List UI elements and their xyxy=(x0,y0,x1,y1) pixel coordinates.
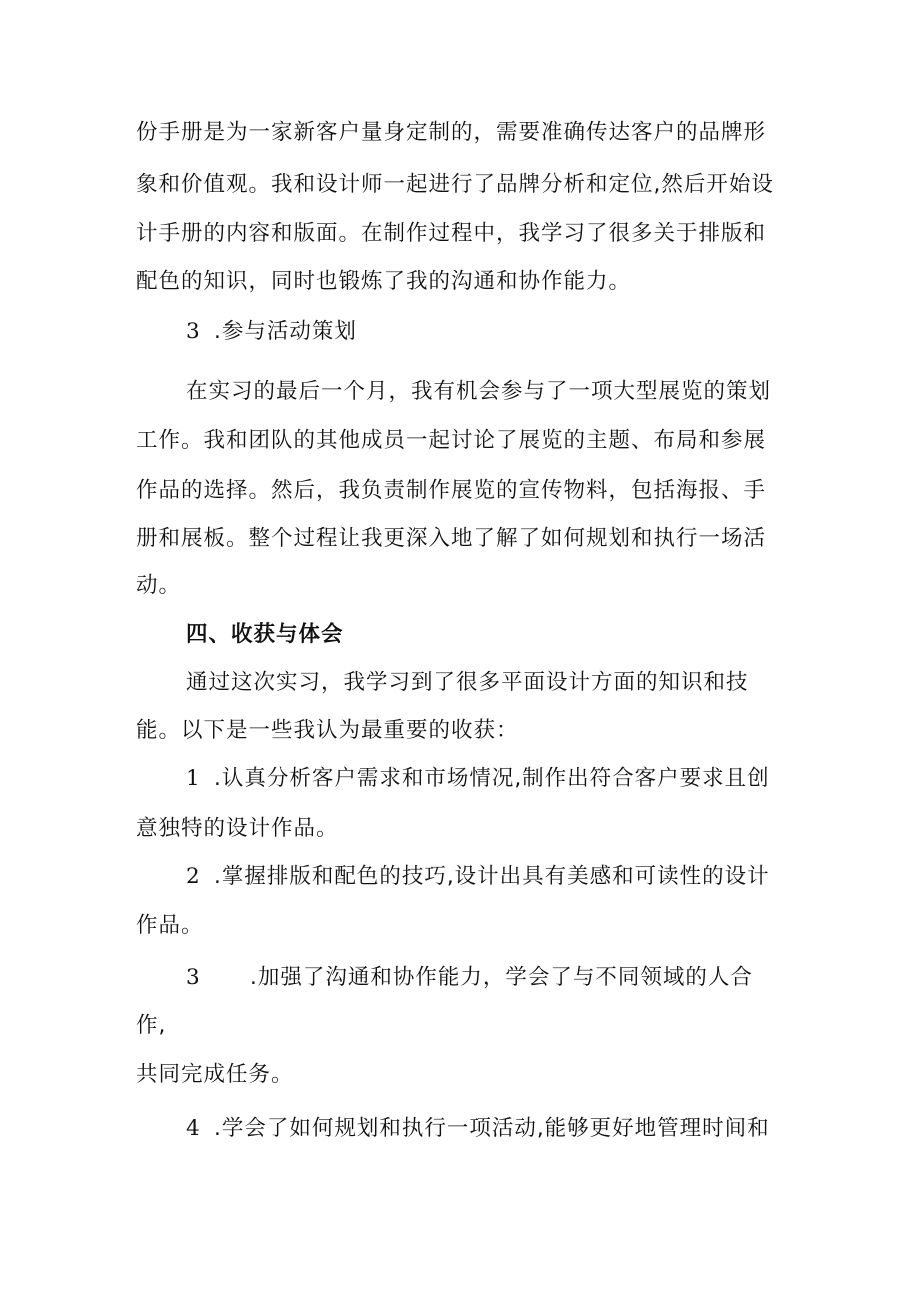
list-item-3-number: 3 xyxy=(186,965,201,990)
list-item-1-text: .认真分析客户需求和市场情况,制作出符合客户要求且创 xyxy=(214,766,770,791)
list-item-2-number: 2 xyxy=(186,864,201,889)
list-item-3-line-3: 共同完成任务。 xyxy=(136,1062,294,1087)
paragraph-3-line-2: 能。以下是一些我认为最重要的收获： xyxy=(136,718,519,743)
paragraph-2-line-5: 动。 xyxy=(136,573,182,598)
list-item-3-text: .加强了沟通和协作能力，学会了与不同领域的人合 xyxy=(250,965,753,990)
section-heading: 四、收获与体会 xyxy=(186,622,344,647)
paragraph-1-line-3: 计手册的内容和版面。在制作过程中，我学习了很多关于排版和 xyxy=(136,221,767,246)
list-item-2-text: .掌握排版和配色的技巧,设计出具有美感和可读性的设计 xyxy=(214,864,770,889)
list-item-1-line-1 xyxy=(186,764,850,794)
paragraph-1-line-4: 配色的知识，同时也锻炼了我的沟通和协作能力。 xyxy=(136,269,632,294)
subheading-text: .参与活动策划 xyxy=(214,319,357,344)
subheading-activity-planning xyxy=(186,317,850,347)
paragraph-1-line-1: 份手册是为一家新客户量身定制的，需要准确传达客户的品牌形 xyxy=(136,120,767,145)
list-item-1-number: 1 xyxy=(186,766,201,791)
paragraph-2-line-3: 作品的选择。然后，我负责制作展览的宣传物料，包括海报、手 xyxy=(136,478,767,503)
list-item-3-line-2: 作, xyxy=(136,1013,167,1038)
paragraph-2-line-1: 在实习的最后一个月，我有机会参与了一项大型展览的策划 xyxy=(186,379,772,404)
list-item-4-number: 4 xyxy=(186,1116,201,1141)
paragraph-2-line-2: 工作。我和团队的其他成员一起讨论了展览的主题、布局和参展 xyxy=(136,428,767,453)
paragraph-3-line-1: 通过这次实习，我学习到了很多平面设计方面的知识和技 xyxy=(186,670,749,695)
list-item-3-line-1 xyxy=(186,963,850,993)
paragraph-2-line-4: 册和展板。整个过程让我更深入地了解了如何规划和执行一场活 xyxy=(136,526,767,551)
list-item-2-line-2: 作品。 xyxy=(136,913,204,938)
subheading-number: 3 xyxy=(186,319,201,344)
paragraph-1-line-2: 象和价值观。我和设计师一起进行了品牌分析和定位,然后开始设 xyxy=(136,172,774,197)
list-item-1-line-2: 意独特的设计作品。 xyxy=(136,816,339,841)
list-item-2-line-1 xyxy=(186,862,850,892)
list-item-4-line-1 xyxy=(186,1114,850,1144)
list-item-4-text: .学会了如何规划和执行一项活动,能够更好地管理时间和 xyxy=(214,1116,770,1141)
